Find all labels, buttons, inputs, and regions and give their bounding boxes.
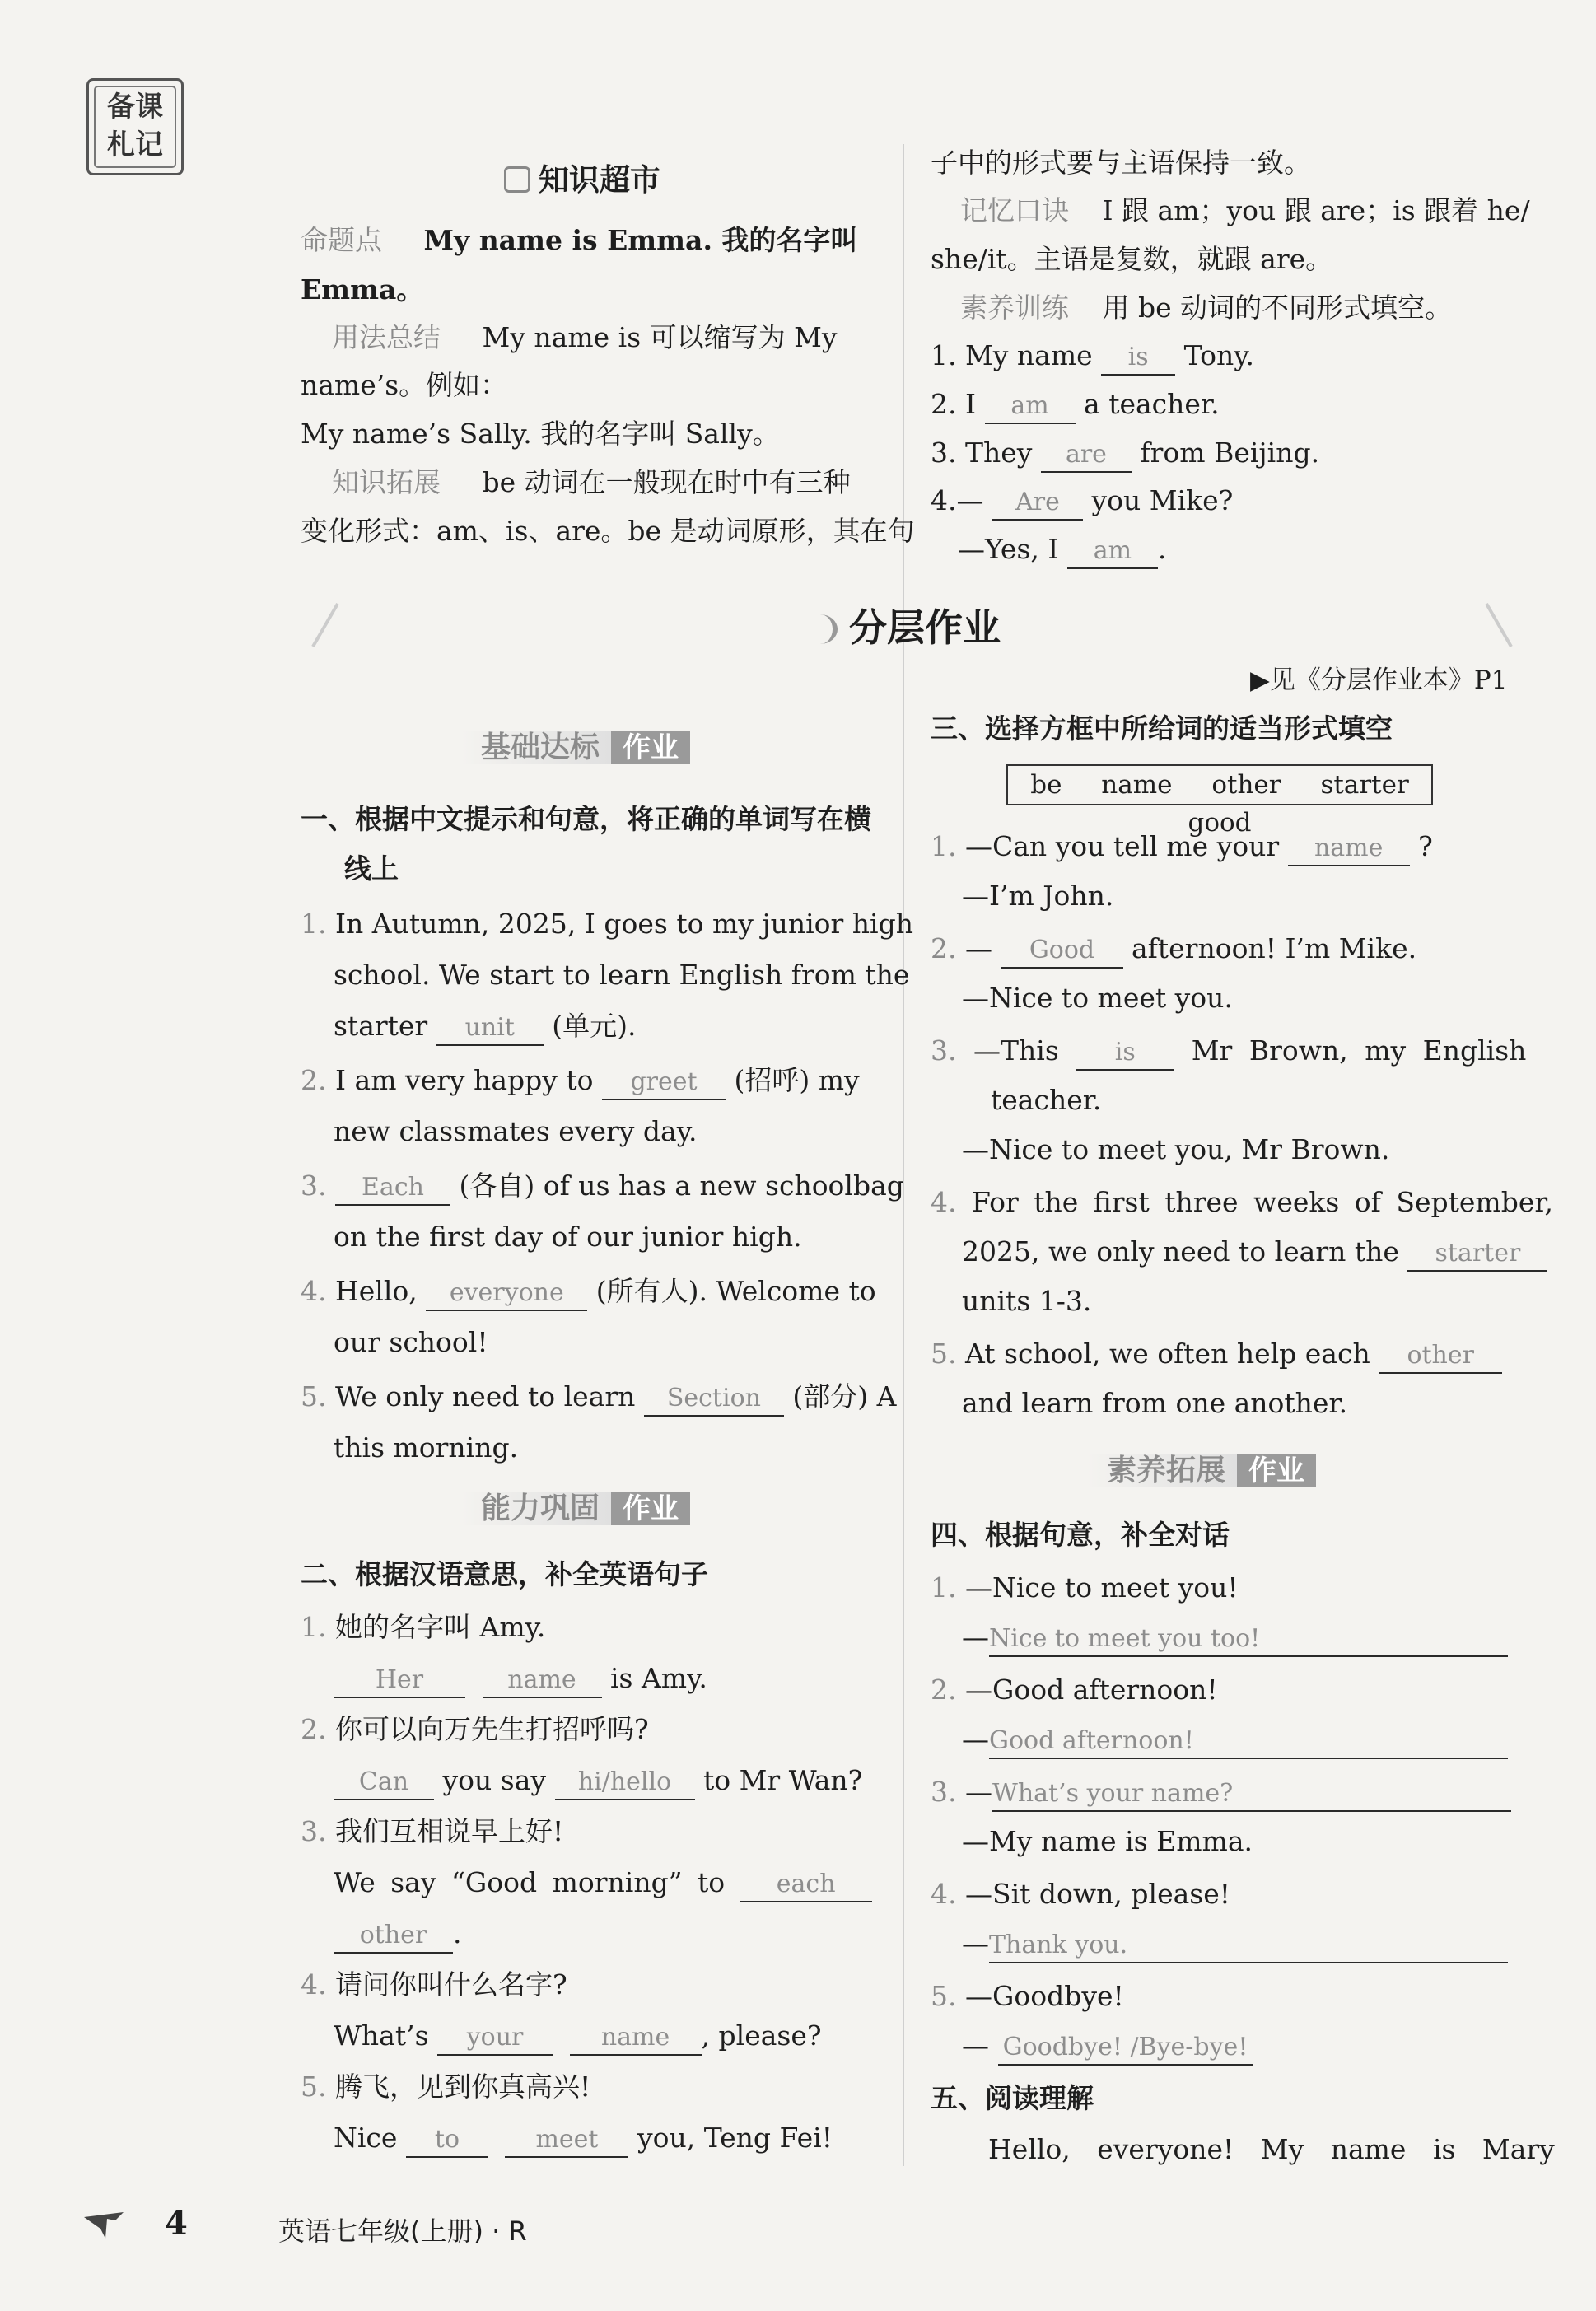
s4-answer-2: Good afternoon! xyxy=(989,1725,1508,1759)
usage-label: 用法总结 xyxy=(332,321,441,353)
book-title: 英语七年级(上册) · R xyxy=(278,2215,527,2247)
train-answer-1: is xyxy=(1101,341,1175,376)
train-answer-3: are xyxy=(1041,438,1132,473)
s1-answer-2: greet xyxy=(602,1066,726,1100)
section5-title: 五、阅读理解 xyxy=(931,2082,1094,2114)
usage-example: My name’s Sally. 我的名字叫 Sally。 xyxy=(301,418,780,450)
extend-text2: 变化形式：am、is、are。be 是动词原形，其在句 xyxy=(301,515,915,547)
footer-logo-icon xyxy=(82,2209,132,2242)
memory-label: 记忆口诀 xyxy=(960,194,1069,226)
s2-answer-4a: your xyxy=(437,2021,553,2056)
word-box xyxy=(1006,764,1433,838)
s2-item-1: 1. 她的名字叫 Amy. xyxy=(301,1611,546,1643)
point-text: My name is Emma. 我的名字叫 xyxy=(423,224,858,256)
s4-item-3-line2: —My name is Emma. xyxy=(962,1825,1253,1857)
s1-answer-3: Each xyxy=(335,1171,450,1206)
s2-answer-5b: meet xyxy=(505,2123,628,2158)
s2-item-2: 2. 你可以向万先生打招呼吗? xyxy=(301,1713,649,1745)
s2-answer-3a: each xyxy=(740,1868,872,1902)
s3-answer-3: is xyxy=(1076,1036,1174,1071)
s1-item-3: 3. Each (各自) of us has a new schoolbag xyxy=(301,1161,904,1211)
s3-item-4: 4. For the first three weeks of September, xyxy=(931,1186,1554,1218)
train-item-3: 3. They are from Beijing. xyxy=(931,428,1319,478)
train-answer-2: am xyxy=(985,390,1076,424)
s4-item-2-ans: —Good afternoon! xyxy=(962,1715,1508,1764)
s3-answer-1: name xyxy=(1288,832,1410,866)
s2-item-1-ans: Her name is Amy. xyxy=(334,1654,707,1703)
train-item-1: 1. My name is Tony. xyxy=(931,331,1254,380)
ability-badge: 能力巩固 作业 xyxy=(461,1489,690,1529)
extend-text: be 动词在一般现在时中有三种 xyxy=(482,466,851,498)
section1-title: 一、根据中文提示和句意，将正确的单词写在横 xyxy=(301,803,871,835)
s1-item-1-l3: starter unit (单元). xyxy=(334,1001,636,1051)
s3-item-3-l2: teacher. xyxy=(991,1084,1102,1116)
s2-item-3-ans2: other . xyxy=(334,1909,462,1959)
memory-line xyxy=(931,186,1530,236)
s4-item-2: 2. —Good afternoon! xyxy=(931,1674,1218,1706)
s2-answer-1a: Her xyxy=(334,1664,465,1698)
s2-item-2-ans: Can you say hi/hello to Mr Wan? xyxy=(334,1756,862,1805)
s3-answer-5: other xyxy=(1379,1339,1502,1374)
s1-item-4-l2: our school! xyxy=(334,1326,488,1358)
section3-title: 三、选择方框中所给词的适当形式填空 xyxy=(931,712,1393,745)
s2-answer-4b: name xyxy=(570,2021,702,2056)
stamp-line1: 备课 xyxy=(107,91,163,124)
s1-item-4: 4. Hello, everyone (所有人). Welcome to xyxy=(301,1267,876,1316)
s4-item-1-ans: —Nice to meet you too! xyxy=(962,1613,1508,1662)
s4-item-3: 3. —What’s your name? xyxy=(931,1767,1511,1817)
section1-title2: 线上 xyxy=(344,852,399,885)
s4-item-4-ans: —Thank you. xyxy=(962,1919,1508,1968)
train-answer-4: Are xyxy=(992,486,1083,521)
s3-item-3-l3: —Nice to meet you, Mr Brown. xyxy=(962,1133,1390,1165)
s2-item-3: 3. 我们互相说早上好! xyxy=(301,1815,564,1847)
s2-item-3-ans: We say “Good morning” to each xyxy=(334,1858,872,1907)
extend-label: 知识拓展 xyxy=(332,466,441,498)
header-decor-left xyxy=(311,603,338,647)
header-decor-right xyxy=(1485,603,1512,647)
stamp-line2: 札记 xyxy=(107,128,163,161)
homework-icon xyxy=(803,614,838,644)
extend-text3: 子中的形式要与主语保持一致。 xyxy=(931,147,1311,179)
s3-item-2-l2: —Nice to meet you. xyxy=(962,982,1233,1014)
extend-line xyxy=(301,458,851,507)
s3-answer-4: starter xyxy=(1407,1237,1547,1272)
train-text: 用 be 动词的不同形式填空。 xyxy=(1102,292,1453,324)
s2-answer-2b: hi/hello xyxy=(555,1766,695,1800)
s3-item-5: 5. At school, we often help each other xyxy=(931,1329,1502,1379)
word-name: name xyxy=(1101,770,1173,800)
homework-title: 分层作业 xyxy=(803,603,1001,652)
s2-item-4-ans: What’s your name , please? xyxy=(334,2011,822,2061)
s1-item-1: 1. In Autumn, 2025, I goes to my junior high xyxy=(301,908,913,940)
s4-answer-1: Nice to meet you too! xyxy=(989,1622,1508,1657)
word-be: be xyxy=(1030,770,1062,800)
point-line xyxy=(301,216,857,265)
section2-title: 二、根据汉语意思，补全英语句子 xyxy=(301,1558,708,1590)
s4-answer-4: Thank you. xyxy=(989,1929,1508,1963)
usage-line xyxy=(301,313,838,362)
s4-item-5: 5. —Goodbye! xyxy=(931,1980,1124,2012)
train-line xyxy=(931,283,1452,333)
word-starter: starter xyxy=(1320,770,1409,800)
s4-item-5-ans: — Goodbye! /Bye-bye! xyxy=(962,2021,1253,2071)
s1-answer-5: Section xyxy=(644,1382,784,1417)
s1-item-1-l2: school. We start to learn English from the xyxy=(334,959,910,991)
play-icon: ▶ xyxy=(1250,665,1270,695)
train-item-4: 4.— Are you Mike? xyxy=(931,476,1233,525)
s3-item-1: 1. —Can you tell me your name ? xyxy=(931,822,1433,871)
s3-item-4-l3: units 1-3. xyxy=(962,1285,1092,1317)
s2-answer-1b: name xyxy=(483,1664,602,1698)
train-item-4b: —Yes, I am . xyxy=(958,525,1166,574)
knowledge-icon xyxy=(504,166,530,193)
s3-item-2: 2. — Good afternoon! I’m Mike. xyxy=(931,924,1416,973)
s3-item-3: 3. —This is Mr Brown, my English xyxy=(931,1026,1526,1076)
column-divider xyxy=(903,144,904,2166)
train-item-2: 2. I am a teacher. xyxy=(931,380,1220,429)
s4-answer-5: Goodbye! /Bye-bye! xyxy=(998,2031,1253,2066)
s1-item-5: 5. We only need to learn Section (部分) A xyxy=(301,1372,896,1422)
train-label: 素养训练 xyxy=(960,292,1069,324)
s3-item-1-l2: —I’m John. xyxy=(962,880,1114,912)
word-good: good xyxy=(1188,808,1252,838)
s1-item-2: 2. I am very happy to greet (招呼) my xyxy=(301,1056,860,1105)
memory-text2: she/it。主语是复数，就跟 are。 xyxy=(931,243,1333,275)
s1-item-3-l2: on the first day of our junior high. xyxy=(334,1221,802,1253)
s3-answer-2: Good xyxy=(1001,934,1123,969)
s4-answer-3: What’s your name? xyxy=(992,1777,1511,1812)
usage-text2: name’s。例如： xyxy=(301,369,508,401)
memory-text: I 跟 am；you 跟 are；is 跟着 he/ xyxy=(1102,194,1530,226)
s2-answer-5a: to xyxy=(406,2123,488,2158)
basic-badge: 基础达标 作业 xyxy=(461,728,690,768)
s1-item-2-l2: new classmates every day. xyxy=(334,1115,698,1147)
s4-item-1: 1. —Nice to meet you! xyxy=(931,1571,1239,1604)
s4-item-4: 4. —Sit down, please! xyxy=(931,1878,1230,1910)
section4-title: 四、根据句意，补全对话 xyxy=(931,1519,1230,1551)
homework-ref[interactable]: ▶见《分层作业本》P1 xyxy=(1250,665,1508,695)
s2-item-5: 5. 腾飞，见到你真高兴! xyxy=(301,2071,591,2103)
train-answer-4b: am xyxy=(1067,535,1158,569)
reading-text: Hello, everyone! My name is Mary xyxy=(988,2133,1555,2165)
usage-text: My name is 可以缩写为 My xyxy=(482,321,838,353)
s2-answer-2a: Can xyxy=(334,1766,434,1800)
literacy-badge: 素养拓展 作业 xyxy=(1087,1451,1316,1491)
s1-item-5-l2: this morning. xyxy=(334,1431,519,1464)
point-text2: Emma。 xyxy=(301,273,424,306)
notes-stamp xyxy=(86,78,184,175)
page-number: 4 xyxy=(165,2204,188,2243)
s2-answer-3b: other xyxy=(334,1919,453,1954)
s2-item-4: 4. 请问你叫什么名字? xyxy=(301,1968,567,2001)
knowledge-title: 知识超市 xyxy=(504,155,660,199)
s3-item-5-l2: and learn from one another. xyxy=(962,1387,1348,1419)
s1-answer-4: everyone xyxy=(426,1277,587,1311)
s2-item-5-ans: Nice to meet you, Teng Fei! xyxy=(334,2113,833,2163)
word-other: other xyxy=(1211,770,1281,800)
point-label: 命题点 xyxy=(301,224,382,256)
s1-answer-1: unit xyxy=(436,1011,544,1046)
s3-item-4-l2: 2025, we only need to learn the starter xyxy=(962,1227,1547,1277)
